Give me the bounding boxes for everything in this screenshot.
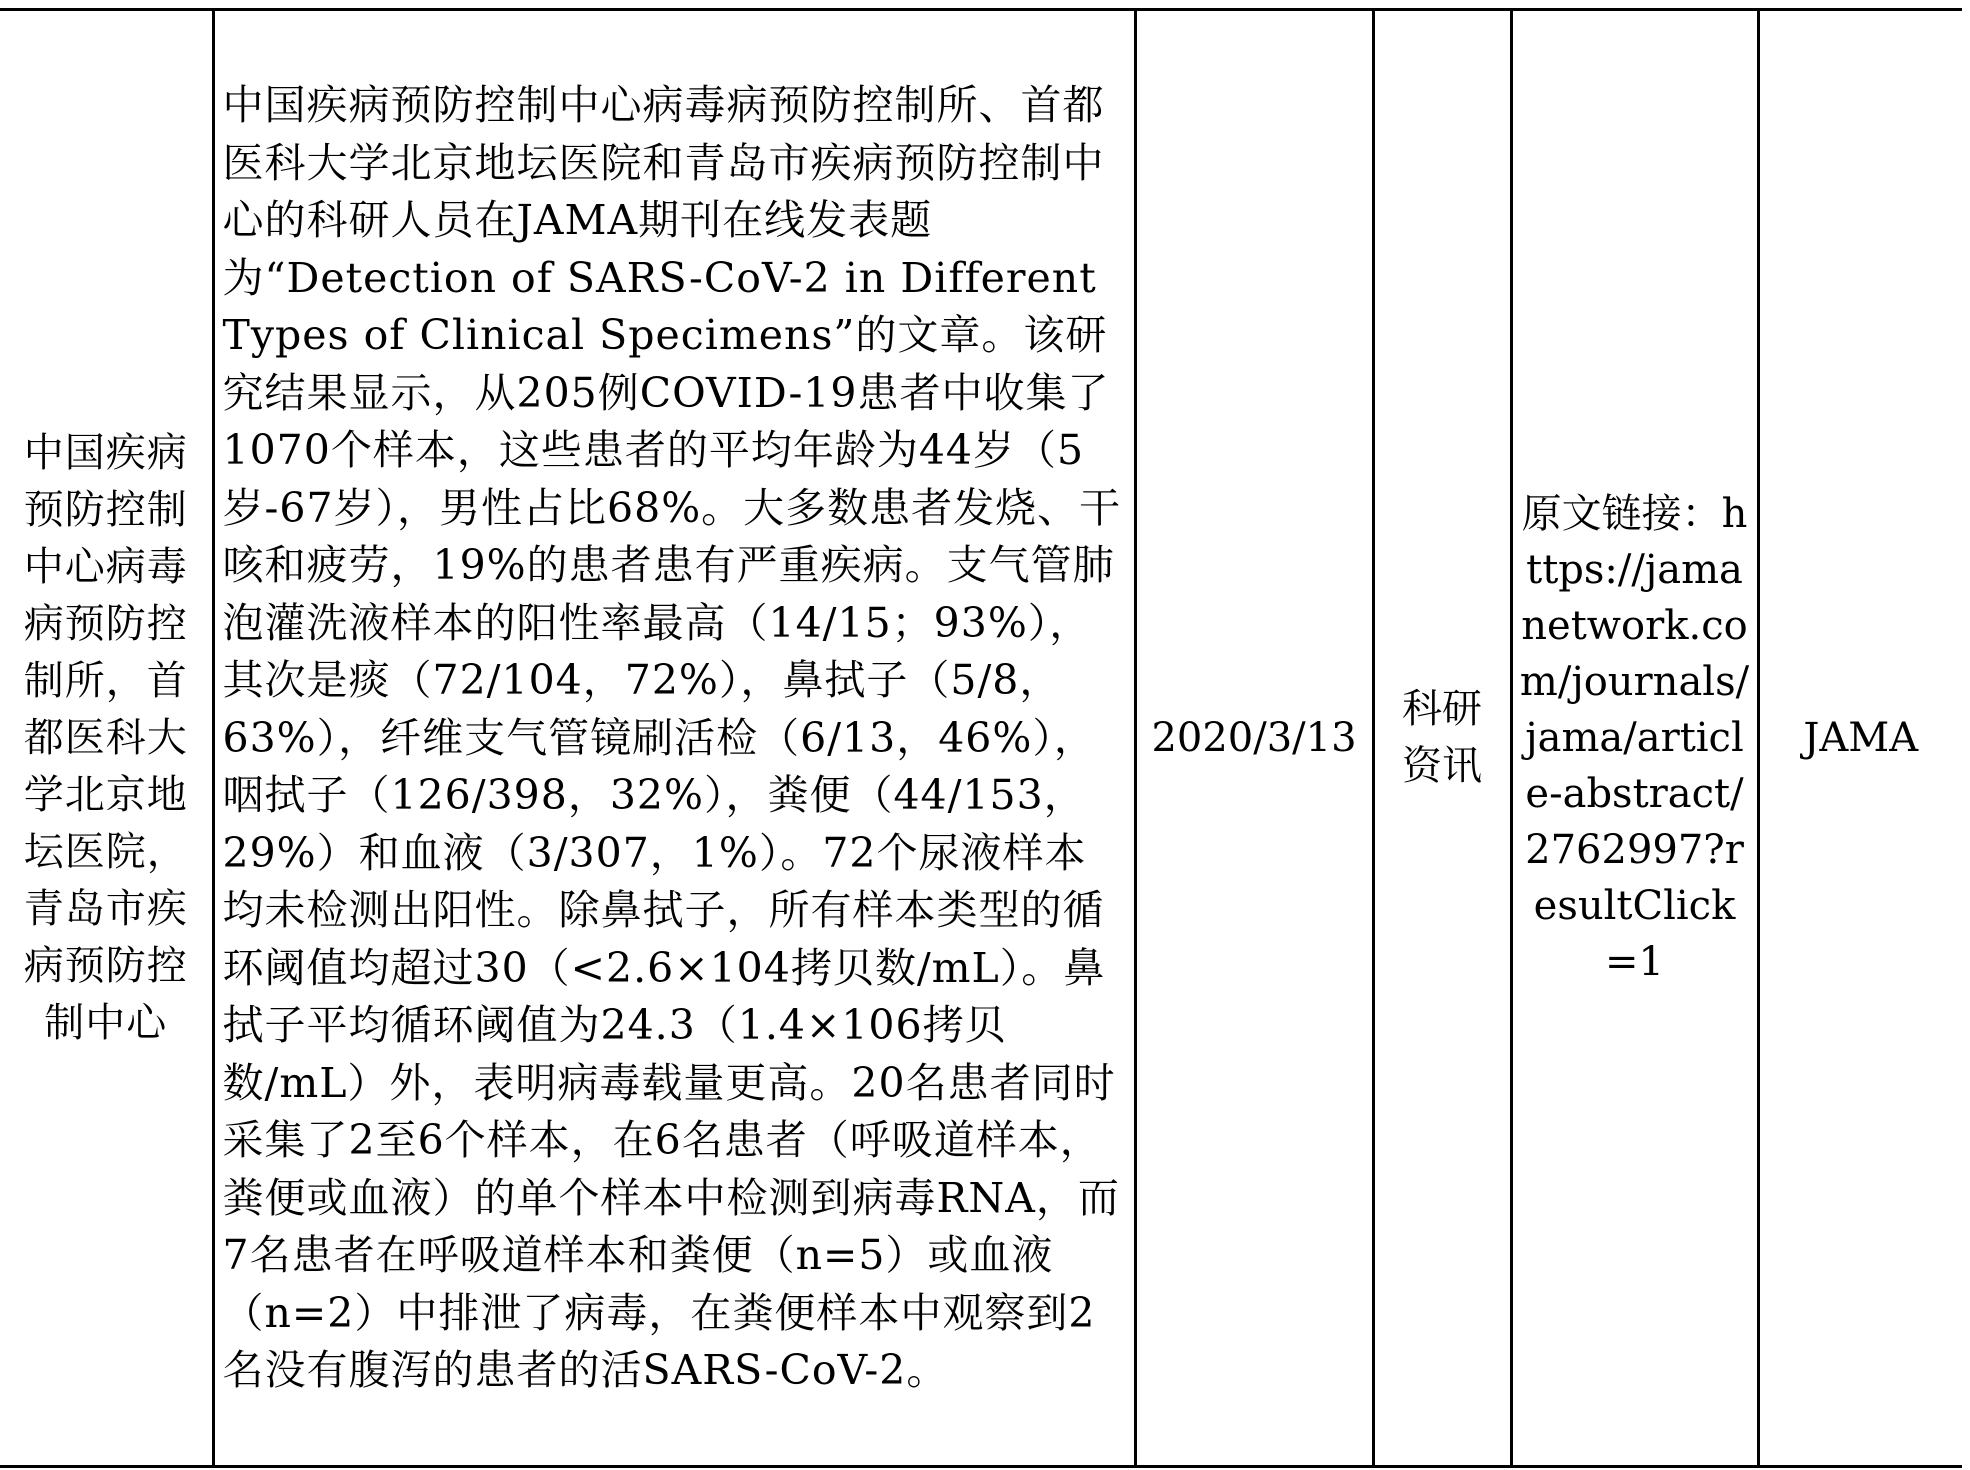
category-text: 科研资讯 — [1402, 686, 1482, 789]
source-cell — [1758, 10, 1962, 1467]
source-link[interactable]: 原文链接：https://jamanetwork.com/journals/jama/article-abstract/2762997?resultClick=1 — [1519, 490, 1750, 985]
summary-text: 中国疾病预防控制中心病毒病预防控制所、首都医科大学北京地坛医院和青岛市疾病预防控制中心的科研人员在JAMA期刊在线发表题为“Detection of SARS-CoV-2 in Different Types of Clinical Specimens”的文章。该研究结果显示，从205例COVID-19患者中收集了1070个样本，这些患者的平均年龄为44岁（5岁-67岁），男性占比68%。大多数患者发烧、干咳和疲劳，19%的患者患有严重疾病。支气管肺泡灌洗液样本的阳性率最高（14/15；93%），其次是痰（72/104，72%），鼻拭子（5/8，63%），纤维支气管镜刷活检（6/13，46%），咽拭子（126/398，32%），粪便（44/153，29%）和血液（3/307，1%）。72个尿液样本均未检测出阳性。除鼻拭子，所有样本类型的循环阈值均超过30（<2.6×104拷贝数/mL）。鼻拭子平均循环阈值为24.3（1.4×106拷贝数/mL）外，表明病毒载量更高。20名患者同时采集了2至6个样本，在6名患者（呼吸道样本，粪便或血液）的单个样本中检测到病毒RNA，而7名患者在呼吸道样本和粪便（n=5）或血液（n=2）中排泄了病毒，在粪便样本中观察到2名没有腹泻的患者的活SARS-CoV-2。 — [222, 81, 1122, 1394]
institution-text: 中国疾病预防控制中心病毒病预防控制所，首都医科大学北京地坛医院，青岛市疾病预防控制中心 — [23, 429, 188, 1046]
date-text: 2020/3/13 — [1151, 714, 1357, 761]
news-table — [0, 8, 1962, 1468]
summary-cell — [213, 10, 1135, 1467]
source-text: JAMA — [1803, 714, 1919, 761]
table-row — [0, 10, 1962, 1467]
institution-cell — [0, 10, 213, 1467]
date-cell — [1135, 10, 1373, 1467]
link-cell — [1511, 10, 1758, 1467]
category-cell — [1373, 10, 1511, 1467]
